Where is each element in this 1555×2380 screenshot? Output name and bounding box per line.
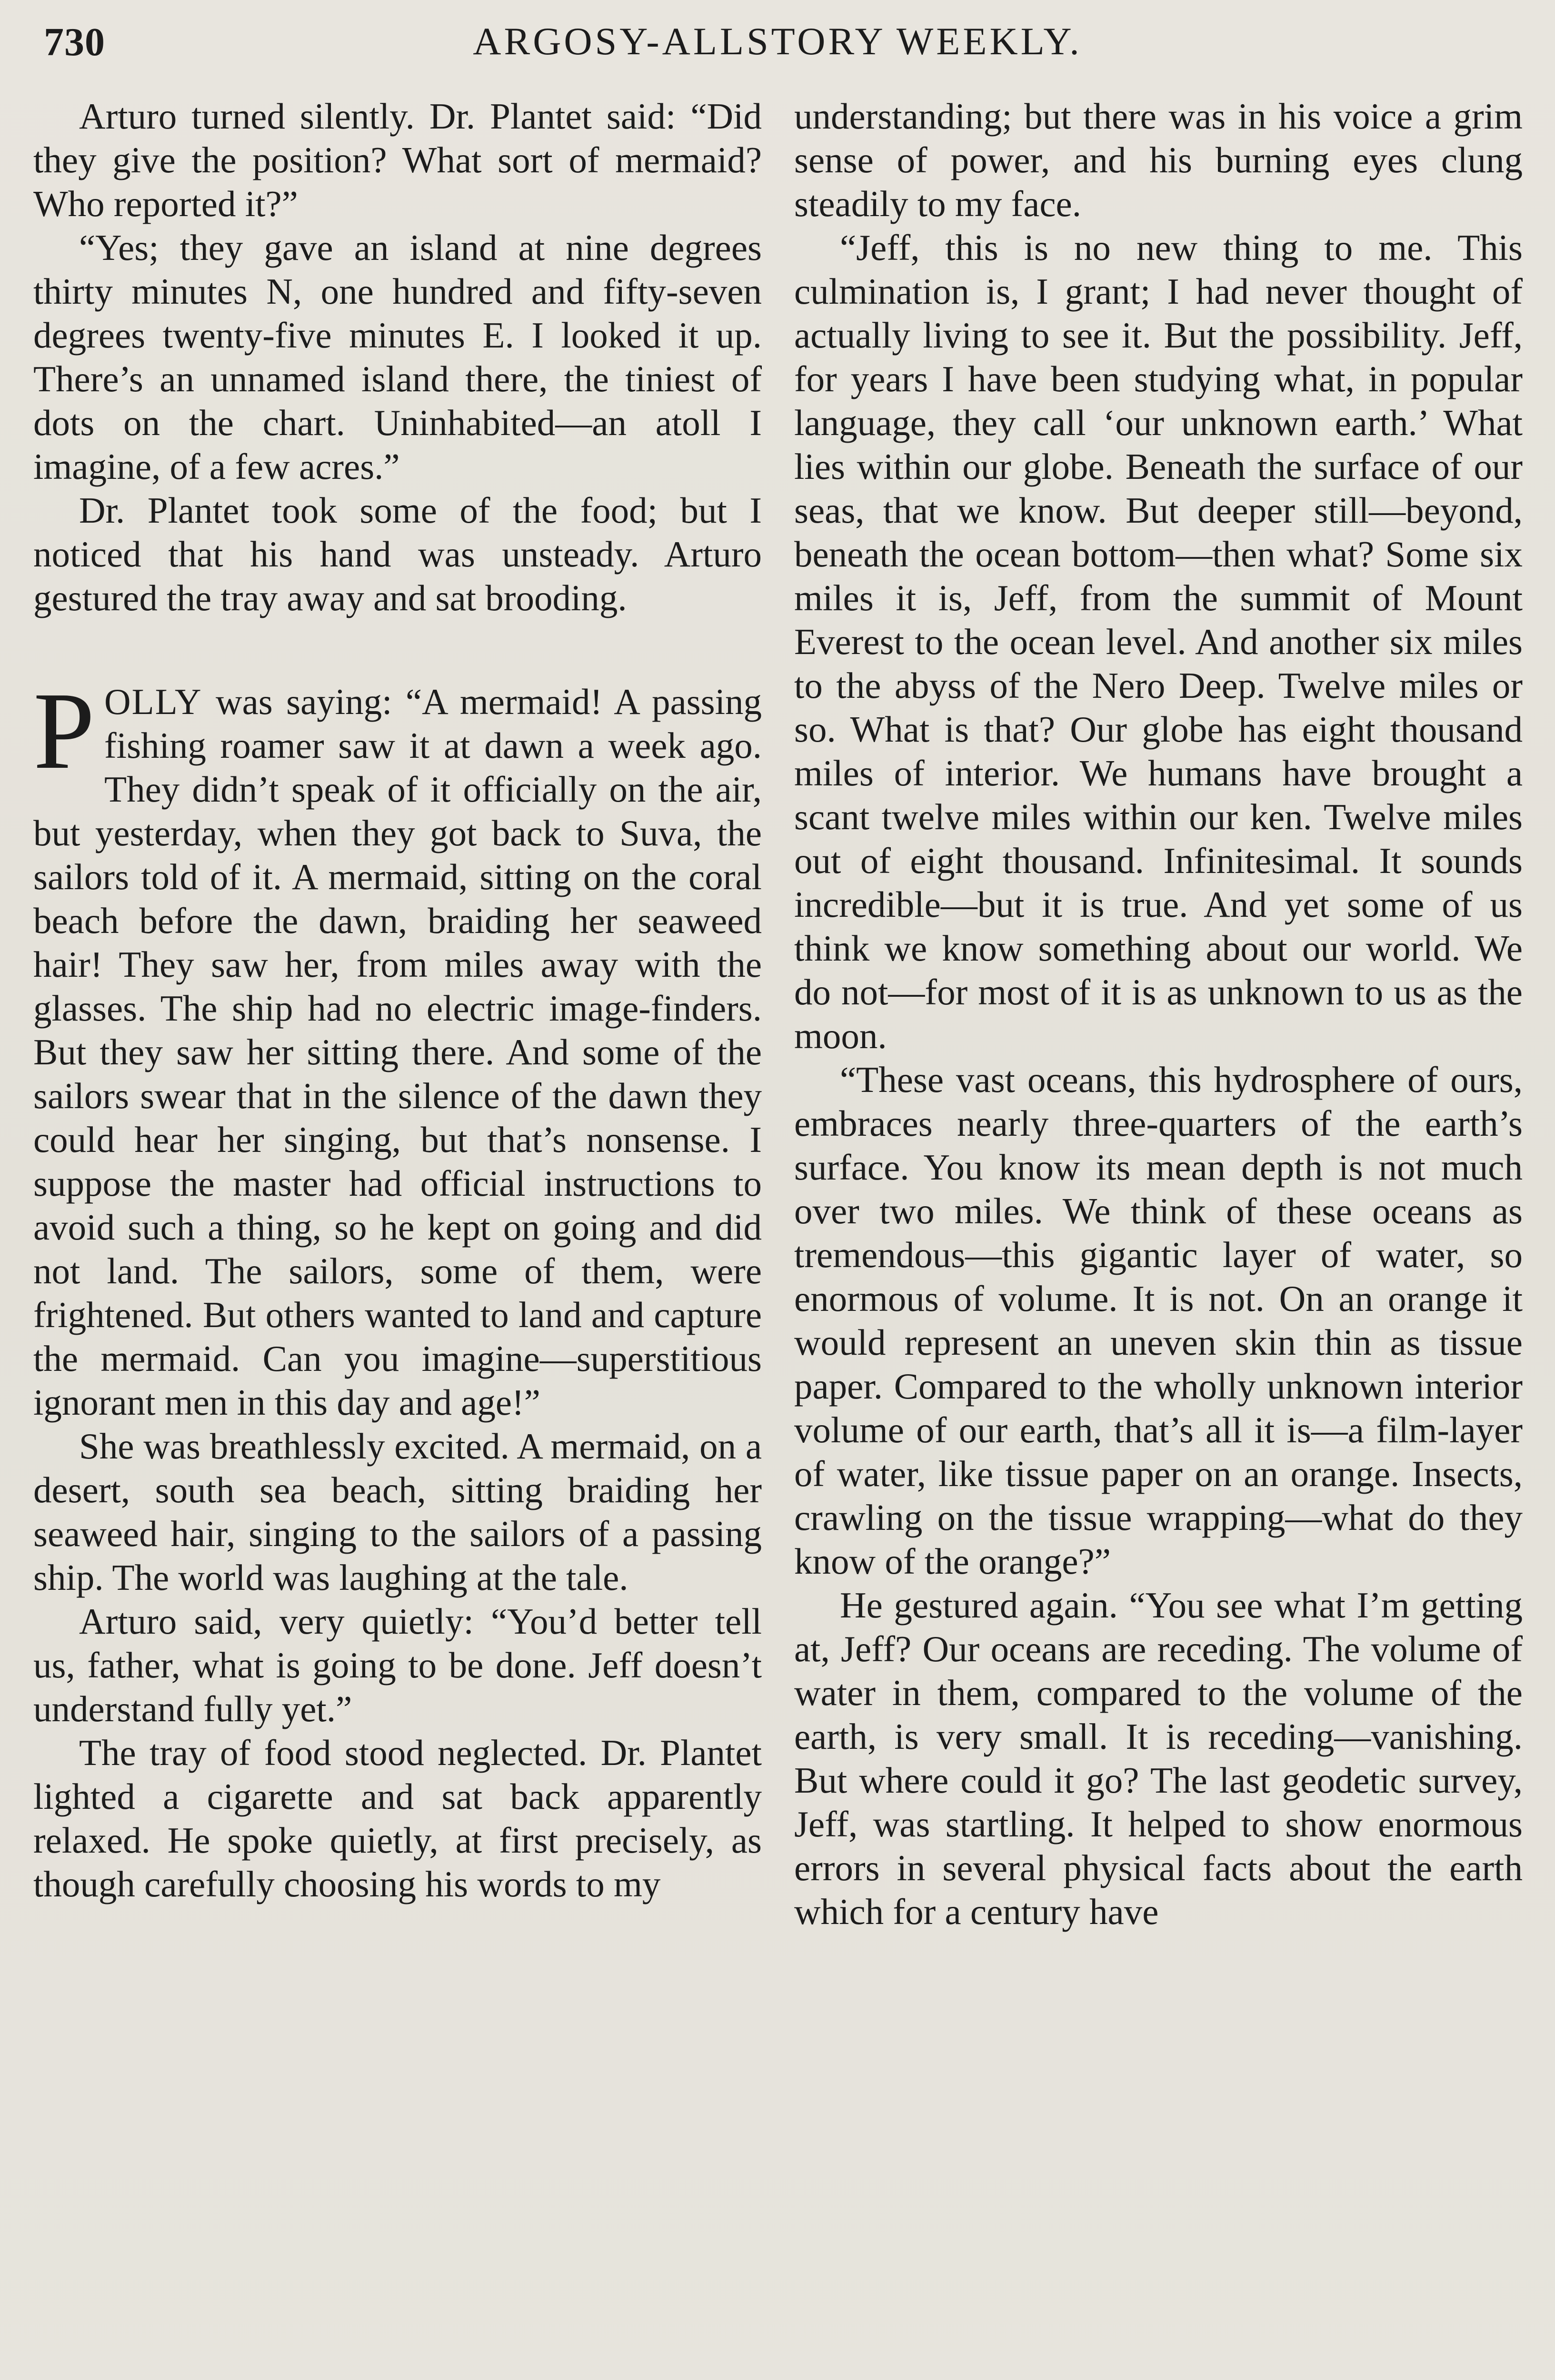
paragraph: He gestured again. “You see what I’m getting at, Jeff? Our oceans are receding. The volume of water in them, compared to the volume of the earth, is very small. It is receding—vanishing. But where could it go? The last geodetic survey, Jeff, was startling. It helped to show enormous errors in several physical facts about the earth which for a century have — [794, 1585, 1523, 1932]
paragraph: “Yes; they gave an island at nine degrees thirty minutes N, one hundred and fifty-seven degrees twenty-five minutes E. I looked it up. There’s an unnamed island there, the tiniest of dots on the chart. Uninhabited—an atoll I imagine, of a few acres.” — [33, 227, 762, 487]
right-column — [794, 94, 1523, 1934]
paragraph-text: was saying: “A mermaid! A passing fishing roamer saw it at dawn a week ago. They didn’t speak of it officially on the air, but yesterday, when they got back to Suva, the sailors told of it. A mermaid, sitting on the coral beach before the dawn, braiding her seaweed hair! They saw her, from miles away with the glasses. The ship had no electric image-finders. But they saw her sitting there. And some of the sailors swear that in the silence of the dawn they could hear her singing, but that’s nonsense. I suppose the master had official instructions to avoid such a thing, so he kept on going and did not land. The sailors, some of them, were frightened. But others wanted to land and capture the mermaid. Can you imagine—superstitious ignorant men in this day and age!” — [33, 681, 762, 1423]
drop-cap: P — [33, 670, 95, 792]
paragraph: Arturo said, very quietly: “You’d better tell us, father, what is going to be done. Jeff doesn’t understand fully yet.” — [33, 1601, 762, 1729]
running-head: ARGOSY-ALLSTORY WEEKLY. — [473, 20, 1082, 63]
paragraph: “These vast oceans, this hydrosphere of ours, embraces nearly three-quarters of the earth’s surface. You know its mean depth is not much over two miles. We think of these oceans as tremendous—this gigantic layer of water, so enormous of volume. It is not. On an orange it would represent an uneven skin thin as tissue paper. Compared to the wholly unknown interior volume of our earth, that’s all it is—a film-layer of water, like tissue paper on an orange. Insects, crawling on the tissue wrapping—what do they know of the orange?” — [794, 1059, 1523, 1582]
section-opening-paragraph — [33, 670, 762, 1424]
paragraph-continued: understanding; but there was in his voice a grim sense of power, and his burning eyes clung steadily to my face. — [794, 96, 1523, 224]
page-number: 730 — [44, 20, 105, 64]
paragraph: The tray of food stood neglected. Dr. Plantet lighted a cigarette and sat back apparently relaxed. He spoke quietly, at first precisely, as though carefully choosing his words to my — [33, 1732, 762, 1904]
paragraph: “Jeff, this is no new thing to me. This culmination is, I grant; I had never thought of actually living to see it. But the possibility. Jeff, for years I have been studying what, in popular language, they call ‘our unknown earth.’ What lies within our globe. Beneath the surface of our seas, that we know. But deeper still—beyond, beneath the ocean bottom—then what? Some six miles it is, Jeff, from the summit of Mount Everest to the ocean level. And another six miles to the abyss of the Nero Deep. Twelve miles or so. What is that? Our globe has eight thousand miles of interior. We humans have brought a scant twelve miles within our ken. Twelve miles out of eight thousand. Infinitesimal. It sounds incredible—but it is true. And yet some of us think we know something about our world. We do not—for most of it is as unknown to us as the moon. — [794, 227, 1523, 1056]
paragraph: Dr. Plantet took some of the food; but I noticed that his hand was unsteady. Arturo gestured the tray away and sat brooding. — [33, 490, 762, 618]
left-column — [33, 94, 762, 1906]
paragraph: She was breathlessly excited. A mermaid, on a desert, south sea beach, sitting braiding her seaweed hair, singing to the sailors of a passing ship. The world was laughing at the tale. — [33, 1426, 762, 1598]
small-caps-lead: OLLY — [104, 681, 202, 722]
paragraph: Arturo turned silently. Dr. Plantet said: “Did they give the position? What sort of mermaid? Who reported it?” — [33, 96, 762, 224]
